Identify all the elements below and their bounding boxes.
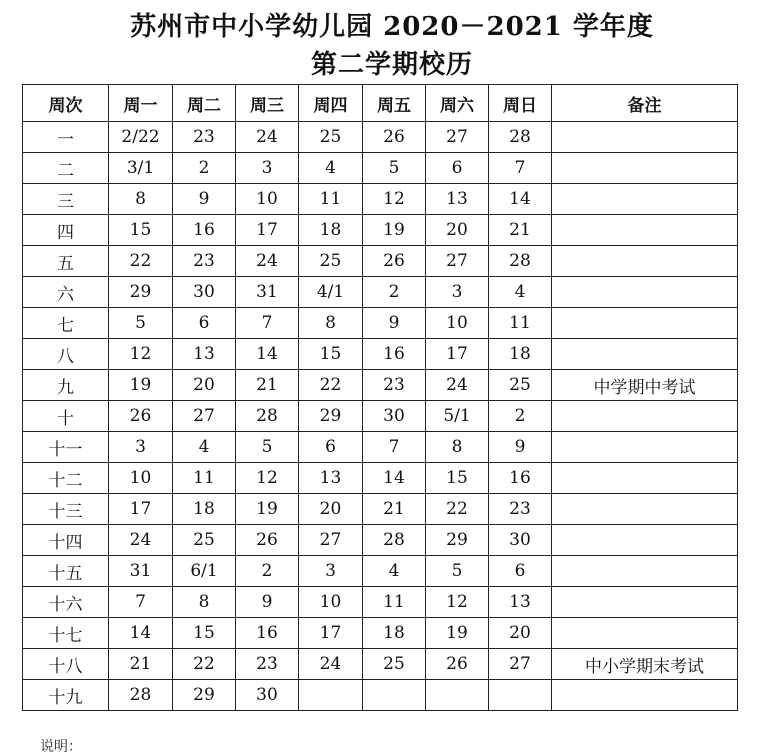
week-cell: 十一 bbox=[23, 432, 109, 463]
day-cell: 30 bbox=[173, 277, 236, 308]
day-cell: 15 bbox=[173, 618, 236, 649]
day-cell: 4/1 bbox=[299, 277, 363, 308]
day-cell: 21 bbox=[236, 370, 299, 401]
day-cell: 21 bbox=[109, 649, 173, 680]
day-cell: 16 bbox=[489, 463, 552, 494]
day-cell: 4 bbox=[173, 432, 236, 463]
day-cell: 28 bbox=[489, 246, 552, 277]
note-cell bbox=[552, 432, 738, 463]
day-cell: 6/1 bbox=[173, 556, 236, 587]
day-cell: 2 bbox=[236, 556, 299, 587]
day-cell: 24 bbox=[236, 122, 299, 153]
header-thu: 周四 bbox=[299, 85, 363, 122]
week-cell: 九 bbox=[23, 370, 109, 401]
day-cell: 17 bbox=[426, 339, 489, 370]
day-cell: 13 bbox=[489, 587, 552, 618]
table-row bbox=[23, 649, 738, 680]
day-cell: 9 bbox=[363, 308, 426, 339]
day-cell: 3 bbox=[236, 153, 299, 184]
day-cell: 31 bbox=[236, 277, 299, 308]
day-cell: 19 bbox=[236, 494, 299, 525]
note-cell bbox=[552, 184, 738, 215]
day-cell: 12 bbox=[236, 463, 299, 494]
day-cell: 14 bbox=[109, 618, 173, 649]
day-cell: 13 bbox=[426, 184, 489, 215]
note-cell bbox=[552, 122, 738, 153]
day-cell: 19 bbox=[426, 618, 489, 649]
day-cell: 7 bbox=[363, 432, 426, 463]
title-line-2: 第二学期校历 bbox=[310, 50, 473, 80]
table-row bbox=[23, 432, 738, 463]
note-cell bbox=[552, 618, 738, 649]
day-cell: 27 bbox=[299, 525, 363, 556]
day-cell: 20 bbox=[489, 618, 552, 649]
day-cell: 28 bbox=[236, 401, 299, 432]
week-cell: 十五 bbox=[23, 556, 109, 587]
day-cell: 24 bbox=[426, 370, 489, 401]
day-cell bbox=[426, 680, 489, 711]
day-cell: 3 bbox=[426, 277, 489, 308]
day-cell: 28 bbox=[363, 525, 426, 556]
day-cell: 18 bbox=[363, 618, 426, 649]
day-cell: 28 bbox=[489, 122, 552, 153]
day-cell: 4 bbox=[363, 556, 426, 587]
note-cell bbox=[552, 556, 738, 587]
day-cell: 22 bbox=[299, 370, 363, 401]
day-cell: 13 bbox=[173, 339, 236, 370]
day-cell: 23 bbox=[236, 649, 299, 680]
week-cell: 十九 bbox=[23, 680, 109, 711]
day-cell: 5/1 bbox=[426, 401, 489, 432]
week-cell: 五 bbox=[23, 246, 109, 277]
day-cell: 8 bbox=[109, 184, 173, 215]
header-sun: 周日 bbox=[489, 85, 552, 122]
day-cell: 5 bbox=[426, 556, 489, 587]
day-cell: 27 bbox=[426, 246, 489, 277]
day-cell: 29 bbox=[109, 277, 173, 308]
day-cell: 3/1 bbox=[109, 153, 173, 184]
week-cell: 八 bbox=[23, 339, 109, 370]
table-row bbox=[23, 494, 738, 525]
day-cell: 25 bbox=[489, 370, 552, 401]
header-mon: 周一 bbox=[109, 85, 173, 122]
day-cell: 26 bbox=[363, 246, 426, 277]
day-cell: 22 bbox=[173, 649, 236, 680]
day-cell: 25 bbox=[299, 246, 363, 277]
day-cell: 7 bbox=[489, 153, 552, 184]
day-cell: 18 bbox=[173, 494, 236, 525]
day-cell: 26 bbox=[363, 122, 426, 153]
day-cell: 26 bbox=[109, 401, 173, 432]
week-cell: 十七 bbox=[23, 618, 109, 649]
day-cell: 15 bbox=[299, 339, 363, 370]
day-cell: 15 bbox=[109, 215, 173, 246]
week-cell: 十二 bbox=[23, 463, 109, 494]
day-cell: 30 bbox=[489, 525, 552, 556]
day-cell: 9 bbox=[236, 587, 299, 618]
day-cell: 7 bbox=[109, 587, 173, 618]
table-row bbox=[23, 370, 738, 401]
week-cell: 十三 bbox=[23, 494, 109, 525]
note-cell: 中小学期末考试 bbox=[552, 649, 738, 680]
day-cell: 6 bbox=[426, 153, 489, 184]
day-cell: 5 bbox=[363, 153, 426, 184]
day-cell: 19 bbox=[109, 370, 173, 401]
day-cell: 11 bbox=[489, 308, 552, 339]
table-row bbox=[23, 308, 738, 339]
header-fri: 周五 bbox=[363, 85, 426, 122]
day-cell bbox=[363, 680, 426, 711]
day-cell: 3 bbox=[109, 432, 173, 463]
day-cell: 9 bbox=[489, 432, 552, 463]
header-sat: 周六 bbox=[426, 85, 489, 122]
week-cell: 二 bbox=[23, 153, 109, 184]
note-cell bbox=[552, 339, 738, 370]
table-row bbox=[23, 122, 738, 153]
week-cell: 四 bbox=[23, 215, 109, 246]
day-cell: 5 bbox=[236, 432, 299, 463]
day-cell: 29 bbox=[299, 401, 363, 432]
day-cell: 24 bbox=[236, 246, 299, 277]
table-row bbox=[23, 463, 738, 494]
day-cell: 14 bbox=[363, 463, 426, 494]
week-cell: 十八 bbox=[23, 649, 109, 680]
note-cell bbox=[552, 494, 738, 525]
day-cell: 19 bbox=[363, 215, 426, 246]
day-cell: 10 bbox=[426, 308, 489, 339]
day-cell: 4 bbox=[489, 277, 552, 308]
day-cell: 6 bbox=[299, 432, 363, 463]
day-cell: 20 bbox=[426, 215, 489, 246]
day-cell: 7 bbox=[236, 308, 299, 339]
day-cell: 15 bbox=[426, 463, 489, 494]
note-cell bbox=[552, 680, 738, 711]
table-row bbox=[23, 277, 738, 308]
day-cell: 18 bbox=[489, 339, 552, 370]
day-cell: 12 bbox=[363, 184, 426, 215]
day-cell: 2 bbox=[489, 401, 552, 432]
note-cell bbox=[552, 401, 738, 432]
note-cell bbox=[552, 215, 738, 246]
day-cell: 31 bbox=[109, 556, 173, 587]
day-cell: 29 bbox=[426, 525, 489, 556]
table-row bbox=[23, 618, 738, 649]
day-cell: 26 bbox=[426, 649, 489, 680]
header-row bbox=[23, 85, 738, 122]
day-cell: 4 bbox=[299, 153, 363, 184]
table-row bbox=[23, 153, 738, 184]
day-cell: 22 bbox=[109, 246, 173, 277]
table-row bbox=[23, 587, 738, 618]
note-cell bbox=[552, 587, 738, 618]
day-cell: 29 bbox=[173, 680, 236, 711]
week-cell: 十六 bbox=[23, 587, 109, 618]
day-cell: 23 bbox=[173, 246, 236, 277]
footer-note: 说明： bbox=[40, 739, 82, 755]
day-cell: 3 bbox=[299, 556, 363, 587]
table-row bbox=[23, 525, 738, 556]
week-cell: 六 bbox=[23, 277, 109, 308]
day-cell: 2 bbox=[173, 153, 236, 184]
day-cell: 20 bbox=[173, 370, 236, 401]
day-cell: 18 bbox=[299, 215, 363, 246]
day-cell: 12 bbox=[109, 339, 173, 370]
day-cell: 11 bbox=[173, 463, 236, 494]
day-cell: 9 bbox=[173, 184, 236, 215]
note-cell: 中学期中考试 bbox=[552, 370, 738, 401]
note-cell bbox=[552, 277, 738, 308]
note-cell bbox=[552, 153, 738, 184]
note-cell bbox=[552, 525, 738, 556]
day-cell: 16 bbox=[363, 339, 426, 370]
day-cell: 16 bbox=[173, 215, 236, 246]
day-cell: 14 bbox=[236, 339, 299, 370]
table-row bbox=[23, 215, 738, 246]
title-line-1: 苏州市中小学幼儿园 2020－2021 学年度 bbox=[130, 12, 654, 42]
day-cell: 24 bbox=[109, 525, 173, 556]
day-cell: 5 bbox=[109, 308, 173, 339]
week-cell: 十四 bbox=[23, 525, 109, 556]
day-cell: 25 bbox=[299, 122, 363, 153]
week-cell: 十 bbox=[23, 401, 109, 432]
day-cell: 25 bbox=[363, 649, 426, 680]
note-cell bbox=[552, 308, 738, 339]
day-cell: 8 bbox=[426, 432, 489, 463]
week-cell: 七 bbox=[23, 308, 109, 339]
day-cell: 17 bbox=[236, 215, 299, 246]
day-cell: 21 bbox=[363, 494, 426, 525]
day-cell: 21 bbox=[489, 215, 552, 246]
day-cell: 10 bbox=[109, 463, 173, 494]
header-wed: 周三 bbox=[236, 85, 299, 122]
table-row bbox=[23, 246, 738, 277]
day-cell: 23 bbox=[363, 370, 426, 401]
day-cell: 23 bbox=[173, 122, 236, 153]
day-cell: 11 bbox=[363, 587, 426, 618]
day-cell: 6 bbox=[173, 308, 236, 339]
header-week: 周次 bbox=[23, 85, 109, 122]
day-cell: 8 bbox=[173, 587, 236, 618]
day-cell: 25 bbox=[173, 525, 236, 556]
day-cell: 27 bbox=[426, 122, 489, 153]
table-row bbox=[23, 339, 738, 370]
table-row bbox=[23, 556, 738, 587]
day-cell bbox=[299, 680, 363, 711]
day-cell: 11 bbox=[299, 184, 363, 215]
table-row bbox=[23, 680, 738, 711]
note-cell bbox=[552, 463, 738, 494]
note-cell bbox=[552, 246, 738, 277]
day-cell bbox=[489, 680, 552, 711]
day-cell: 2/22 bbox=[109, 122, 173, 153]
day-cell: 30 bbox=[236, 680, 299, 711]
day-cell: 16 bbox=[236, 618, 299, 649]
week-cell: 一 bbox=[23, 122, 109, 153]
day-cell: 28 bbox=[109, 680, 173, 711]
day-cell: 2 bbox=[363, 277, 426, 308]
day-cell: 23 bbox=[489, 494, 552, 525]
week-cell: 三 bbox=[23, 184, 109, 215]
day-cell: 14 bbox=[489, 184, 552, 215]
day-cell: 10 bbox=[299, 587, 363, 618]
day-cell: 10 bbox=[236, 184, 299, 215]
day-cell: 22 bbox=[426, 494, 489, 525]
header-tue: 周二 bbox=[173, 85, 236, 122]
day-cell: 27 bbox=[489, 649, 552, 680]
day-cell: 20 bbox=[299, 494, 363, 525]
header-note: 备注 bbox=[552, 85, 738, 122]
calendar-table bbox=[22, 84, 738, 711]
table-row bbox=[23, 401, 738, 432]
day-cell: 30 bbox=[363, 401, 426, 432]
day-cell: 24 bbox=[299, 649, 363, 680]
day-cell: 13 bbox=[299, 463, 363, 494]
day-cell: 17 bbox=[109, 494, 173, 525]
day-cell: 6 bbox=[489, 556, 552, 587]
day-cell: 17 bbox=[299, 618, 363, 649]
day-cell: 27 bbox=[173, 401, 236, 432]
day-cell: 12 bbox=[426, 587, 489, 618]
day-cell: 26 bbox=[236, 525, 299, 556]
day-cell: 8 bbox=[299, 308, 363, 339]
table-row bbox=[23, 184, 738, 215]
